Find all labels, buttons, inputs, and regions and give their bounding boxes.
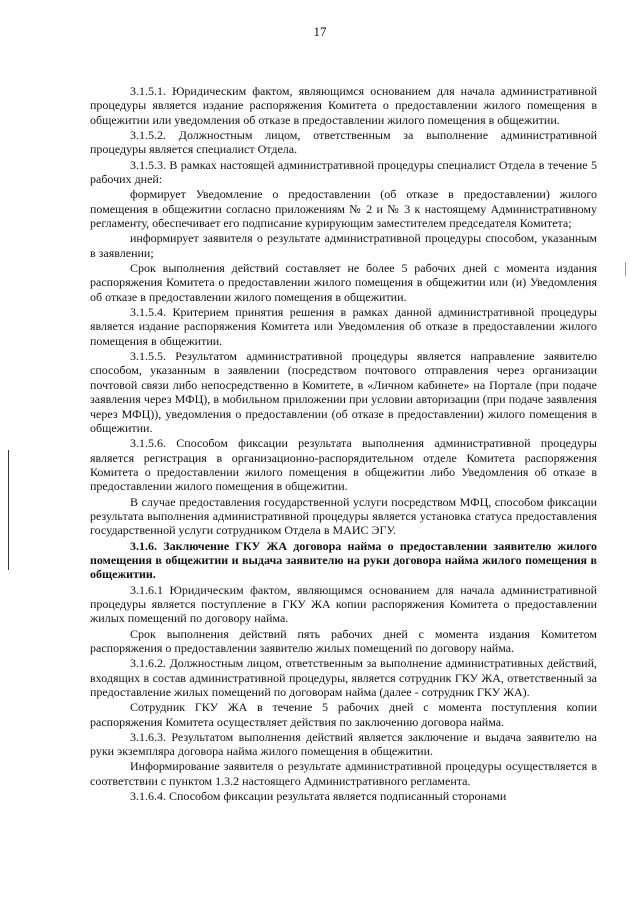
- paragraph-3-1-5-5: 3.1.5.5. Результатом административной процедуры является направление заявителю способом, указанным в заявлении (посредством почтового отправления через организации почтовой связи либо непосредственно в Комитете, в «Личном кабинете» на Портале (при подаче заявления через МФЦ), в мобильном приложении при условии авторизации (при подаче заявления через МФЦ)), уведомления о предоставлении (об отказе в предоставлении) жилого помещения в общежитии.: [90, 348, 597, 435]
- margin-dot: [625, 262, 626, 276]
- paragraph-3-1-6-3: 3.1.6.3. Результатом выполнения действий является заключение и выдача заявителю на руки экземпляра договора найма жилого помещения в общежитии.: [90, 729, 597, 759]
- paragraph-form-notice: формирует Уведомление о предоставлении (об отказе в предоставлении) жилого помещения в общежитии согласно приложениям № 2 и № 3 к настоящему Административному регламенту, обеспечивает его подписание курирующим заместителем председателя Комитета;: [90, 187, 597, 231]
- paragraph-staff-actions: Сотрудник ГКУ ЖА в течение 5 рабочих дней с момента поступления копии распоряжения Комитета осуществляет действия по заключению договора найма.: [90, 700, 597, 729]
- page-number: 17: [313, 24, 327, 39]
- paragraph-3-1-5-4: 3.1.5.4. Критерием принятия решения в рамках данной административной процедуры является издание распоряжения Комитета или Уведомления об отказе в предоставлении жилого помещения в общежитии.: [90, 304, 597, 348]
- document-body: [90, 84, 597, 804]
- paragraph-3-1-5-6: 3.1.5.6. Способом фиксации результата выполнения административной процедуры является регистрация в организационно-распорядительном отделе Комитета распоряжения Комитета о предоставлении жилого помещения в общежитии либо Уведомления об отказе в предоставлении жилого помещения в общежитии.: [90, 436, 597, 494]
- paragraph-mfc-case: В случае предоставления государственной услуги посредством МФЦ, способом фиксации результата выполнения административной процедуры является установка статуса предоставления государственной услуги сотрудником Отдела в МАИС ЭГУ.: [90, 494, 597, 538]
- paragraph-3-1-6-1: 3.1.6.1 Юридическим фактом, являющимся основанием для начала административной процедуры является поступление в ГКУ ЖА копии распоряжения Комитета о предоставлении жилых помещений по договору найма.: [90, 582, 597, 626]
- paragraph-inform-applicant: информирует заявителя о результате административной процедуры способом, указанным в заявлении;: [90, 231, 597, 260]
- paragraph-3-1-6-2: 3.1.6.2. Должностным лицом, ответственным за выполнение административных действий, входящих в состав административной процедуры, является сотрудник ГКУ ЖА, ответственный за предоставление жилых помещений по договорам найма (далее - сотрудник ГКУ ЖА).: [90, 656, 597, 700]
- paragraph-3-1-5-1: 3.1.5.1. Юридическим фактом, являющимся основанием для начала административной процедуры является издание распоряжения Комитета о предоставлении жилого помещения в общежитии или уведомления об отказе в предоставлении жилого помещения в общежитии.: [90, 84, 597, 127]
- paragraph-deadline: Срок выполнения действий составляет не более 5 рабочих дней с момента издания распоряжения Комитета о предоставлении жилого помещения в общежитии или (и) Уведомления об отказе в предоставлении жилого помещения в общежитии.: [90, 260, 597, 304]
- paragraph-informing: Информирование заявителя о результате административной процедуры осуществляется в соответствии с пунктом 1.3.2 настоящего Административного регламента.: [90, 759, 597, 788]
- paragraph-3-1-5-2: 3.1.5.2. Должностным лицом, ответственным за выполнение административной процедуры является специалист Отдела.: [90, 128, 597, 157]
- paragraph-3-1-5-3: 3.1.5.3. В рамках настоящей административной процедуры специалист Отдела в течение 5 рабочих дней:: [90, 157, 597, 187]
- paragraph-3-1-6-4: 3.1.6.4. Способом фиксации результата является подписанный сторонами: [130, 789, 507, 804]
- paragraph-deadline-2: Срок выполнения действий пять рабочих дней с момента издания Комитетом распоряжения о предоставлении заявителю жилых помещений по договору найма.: [90, 626, 597, 655]
- section-heading-3-1-6: 3.1.6. Заключение ГКУ ЖА договора найма о предоставлении заявителю жилого помещения в общежитии и выдача заявителю на руки договора найма жилого помещения в общежитии.: [90, 538, 597, 582]
- margin-mark: [8, 450, 9, 570]
